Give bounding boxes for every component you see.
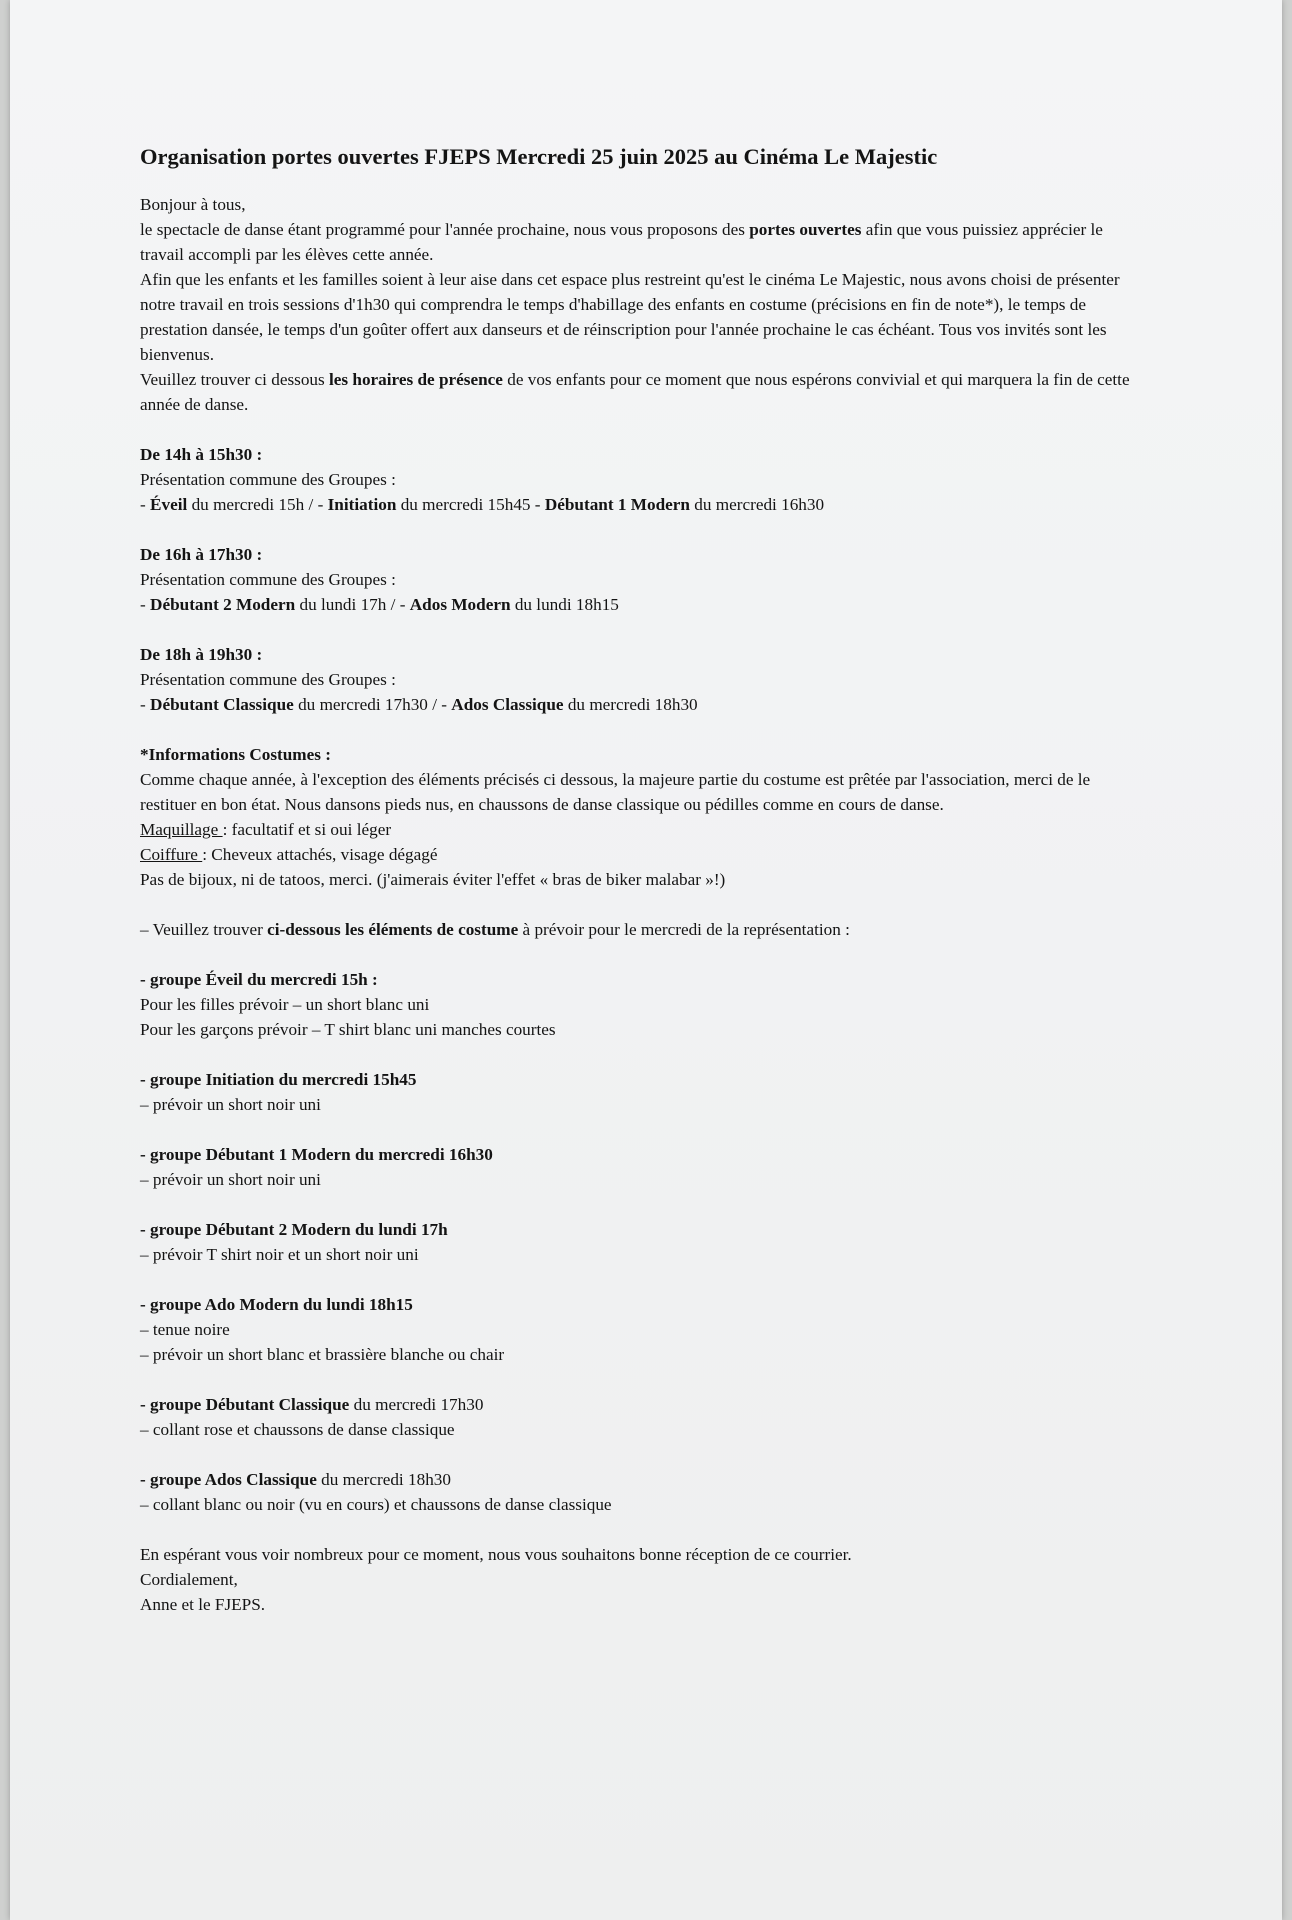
group-title-bold: - groupe Débutant 1 Modern du mercredi 16h30 — [140, 1145, 493, 1164]
group-name: Débutant Classique — [150, 695, 294, 714]
group-title — [140, 1217, 1140, 1242]
group-title-bold: - groupe Ados Classique — [140, 1470, 317, 1489]
group-time: du mercredi 17h30 / - — [293, 695, 452, 714]
group-name: Ados Modern — [409, 595, 511, 614]
jewelry-line: Pas de bijoux, ni de tatoos, merci. (j'aimerais éviter l'effet « bras de biker malabar »!) — [140, 870, 726, 889]
group-title-bold: - groupe Initiation du mercredi 15h45 — [140, 1070, 417, 1089]
intro-p1-text: le spectacle de danse étant programmé pour l'année prochaine, nous vous proposons des — [140, 220, 750, 239]
dash: - — [140, 495, 151, 514]
closing-signature: Anne et le FJEPS. — [140, 1595, 266, 1614]
hair-text: : Cheveux attachés, visage dégagé — [202, 845, 438, 864]
group-time: du lundi 18h15 — [510, 595, 619, 614]
group-detail-line: – collant blanc ou noir (vu en cours) et chaussons de danse classique — [140, 1495, 612, 1514]
group-costume-block — [140, 1467, 1140, 1517]
group-time: du mercredi 18h30 — [563, 695, 698, 714]
intro-p3-bold: les horaires de présence — [329, 370, 503, 389]
makeup-line — [140, 817, 1140, 842]
session-label: Présentation commune des Groupes : — [140, 570, 396, 589]
group-title-rest: du mercredi 18h30 — [316, 1470, 451, 1489]
group-title-bold: - groupe Débutant 2 Modern du lundi 17h — [140, 1220, 448, 1239]
costume-intro-bold: ci-dessous les éléments de costume — [267, 920, 519, 939]
group-title-bold: - groupe Ado Modern du lundi 18h15 — [140, 1295, 413, 1314]
group-costume-block — [140, 1292, 1140, 1367]
hair-line — [140, 842, 1140, 867]
group-title — [140, 1142, 1140, 1167]
group-title — [140, 1067, 1140, 1092]
intro-paragraph-1 — [140, 217, 1140, 267]
costume-intro — [140, 917, 1140, 942]
group-costume-block — [140, 1142, 1140, 1192]
dash: - — [140, 695, 151, 714]
group-title — [140, 1292, 1140, 1317]
intro-p3-text-end: de vos enfants pour ce moment que nous espérons convivial et qui marquera la fin de cette année de danse. — [140, 370, 1130, 414]
group-name: Initiation — [327, 495, 397, 514]
closing-salutation: Cordialement, — [140, 1570, 238, 1589]
session-label: Présentation commune des Groupes : — [140, 670, 396, 689]
session-block — [140, 642, 1140, 717]
group-name: Ados Classique — [451, 695, 564, 714]
group-costume-block — [140, 1217, 1140, 1267]
document-title: Organisation portes ouvertes FJEPS Mercredi 25 juin 2025 au Cinéma Le Majestic — [140, 144, 938, 169]
document-page — [10, 0, 1282, 1920]
group-detail-line: Pour les garçons prévoir – T shirt blanc uni manches courtes — [140, 1020, 556, 1039]
session-time — [140, 542, 1140, 567]
group-name: Débutant 1 Modern — [544, 495, 690, 514]
makeup-text: : facultatif et si oui léger — [222, 820, 392, 839]
costume-intro-text-end: à prévoir pour le mercredi de la représentation : — [518, 920, 850, 939]
group-detail-line: – prévoir T shirt noir et un short noir uni — [140, 1245, 419, 1264]
session-groups — [140, 592, 1140, 617]
group-title — [140, 967, 1140, 992]
group-title-bold: - groupe Éveil du mercredi 15h : — [140, 970, 378, 989]
group-detail-line: – prévoir un short blanc et brassière blanche ou chair — [140, 1345, 505, 1364]
session-block — [140, 542, 1140, 617]
session-groups — [140, 692, 1140, 717]
group-costume-block — [140, 1067, 1140, 1117]
intro-p1-text-end: afin que vous puissiez apprécier le travail accompli par les élèves cette année. — [140, 220, 1103, 264]
group-title-bold: - groupe Débutant Classique — [140, 1395, 350, 1414]
costume-info-section — [140, 742, 1140, 892]
group-detail-line: – prévoir un short noir uni — [140, 1170, 321, 1189]
intro-p1-bold: portes ouvertes — [749, 220, 862, 239]
group-title — [140, 1467, 1140, 1492]
group-title-rest: du mercredi 17h30 — [349, 1395, 484, 1414]
group-time: du mercredi 15h / - — [187, 495, 328, 514]
hair-label: Coiffure — [140, 845, 203, 864]
costume-heading — [140, 742, 1140, 767]
group-time: du mercredi 16h30 — [689, 495, 825, 514]
session-groups — [140, 492, 1140, 517]
group-name: Débutant 2 Modern — [150, 595, 296, 614]
intro-paragraph-3 — [140, 367, 1140, 417]
costume-heading-text: *Informations Costumes : — [140, 745, 331, 764]
dash: - — [140, 595, 151, 614]
closing-line: En espérant vous voir nombreux pour ce moment, nous vous souhaitons bonne réception de ce courrier. — [140, 1545, 852, 1564]
session-time-text: De 18h à 19h30 : — [140, 645, 263, 664]
session-time — [140, 642, 1140, 667]
group-name: Éveil — [150, 495, 188, 514]
session-time-text: De 16h à 17h30 : — [140, 545, 263, 564]
makeup-label: Maquillage — [140, 820, 223, 839]
costume-intro-line — [140, 917, 1140, 942]
greeting: Bonjour à tous, — [140, 195, 246, 214]
group-costume-block — [140, 967, 1140, 1042]
letter-body — [140, 142, 1140, 1617]
intro-paragraph-2: Afin que les enfants et les familles soient à leur aise dans cet espace plus restreint qu'est le cinéma Le Majestic, nous avons choisi de présenter notre travail en trois sessions d'1h30 qui comprendra le temps d'habillage des enfants en costume (précisions en fin de note*), le temps de prestation dansée, le temps d'un goûter offert aux danseurs et de réinscription pour l'année prochaine le cas échéant. Tous vos invités sont les bienvenus. — [140, 270, 1120, 364]
intro-p3-text: Veuillez trouver ci dessous — [140, 370, 330, 389]
group-detail-line: – tenue noire — [140, 1320, 230, 1339]
group-title — [140, 1392, 1140, 1417]
group-detail-line: – prévoir un short noir uni — [140, 1095, 321, 1114]
session-block — [140, 442, 1140, 517]
group-time: du lundi 17h / - — [295, 595, 410, 614]
session-label: Présentation commune des Groupes : — [140, 470, 396, 489]
group-detail-line: Pour les filles prévoir – un short blanc uni — [140, 995, 430, 1014]
group-detail-line: – collant rose et chaussons de danse classique — [140, 1420, 455, 1439]
group-costume-block — [140, 1392, 1140, 1442]
session-time-text: De 14h à 15h30 : — [140, 445, 263, 464]
costume-paragraph: Comme chaque année, à l'exception des éléments précisés ci dessous, la majeure partie du costume est prêtée par l'association, merci de le restituer en bon état. Nous dansons pieds nus, en chaussons de danse classique ou pédilles comme en cours de danse. — [140, 770, 1091, 814]
intro-section — [140, 192, 1140, 417]
costume-intro-text: – Veuillez trouver — [140, 920, 268, 939]
closing-section — [140, 1542, 1140, 1617]
session-time — [140, 442, 1140, 467]
group-time: du mercredi 15h45 - — [396, 495, 545, 514]
